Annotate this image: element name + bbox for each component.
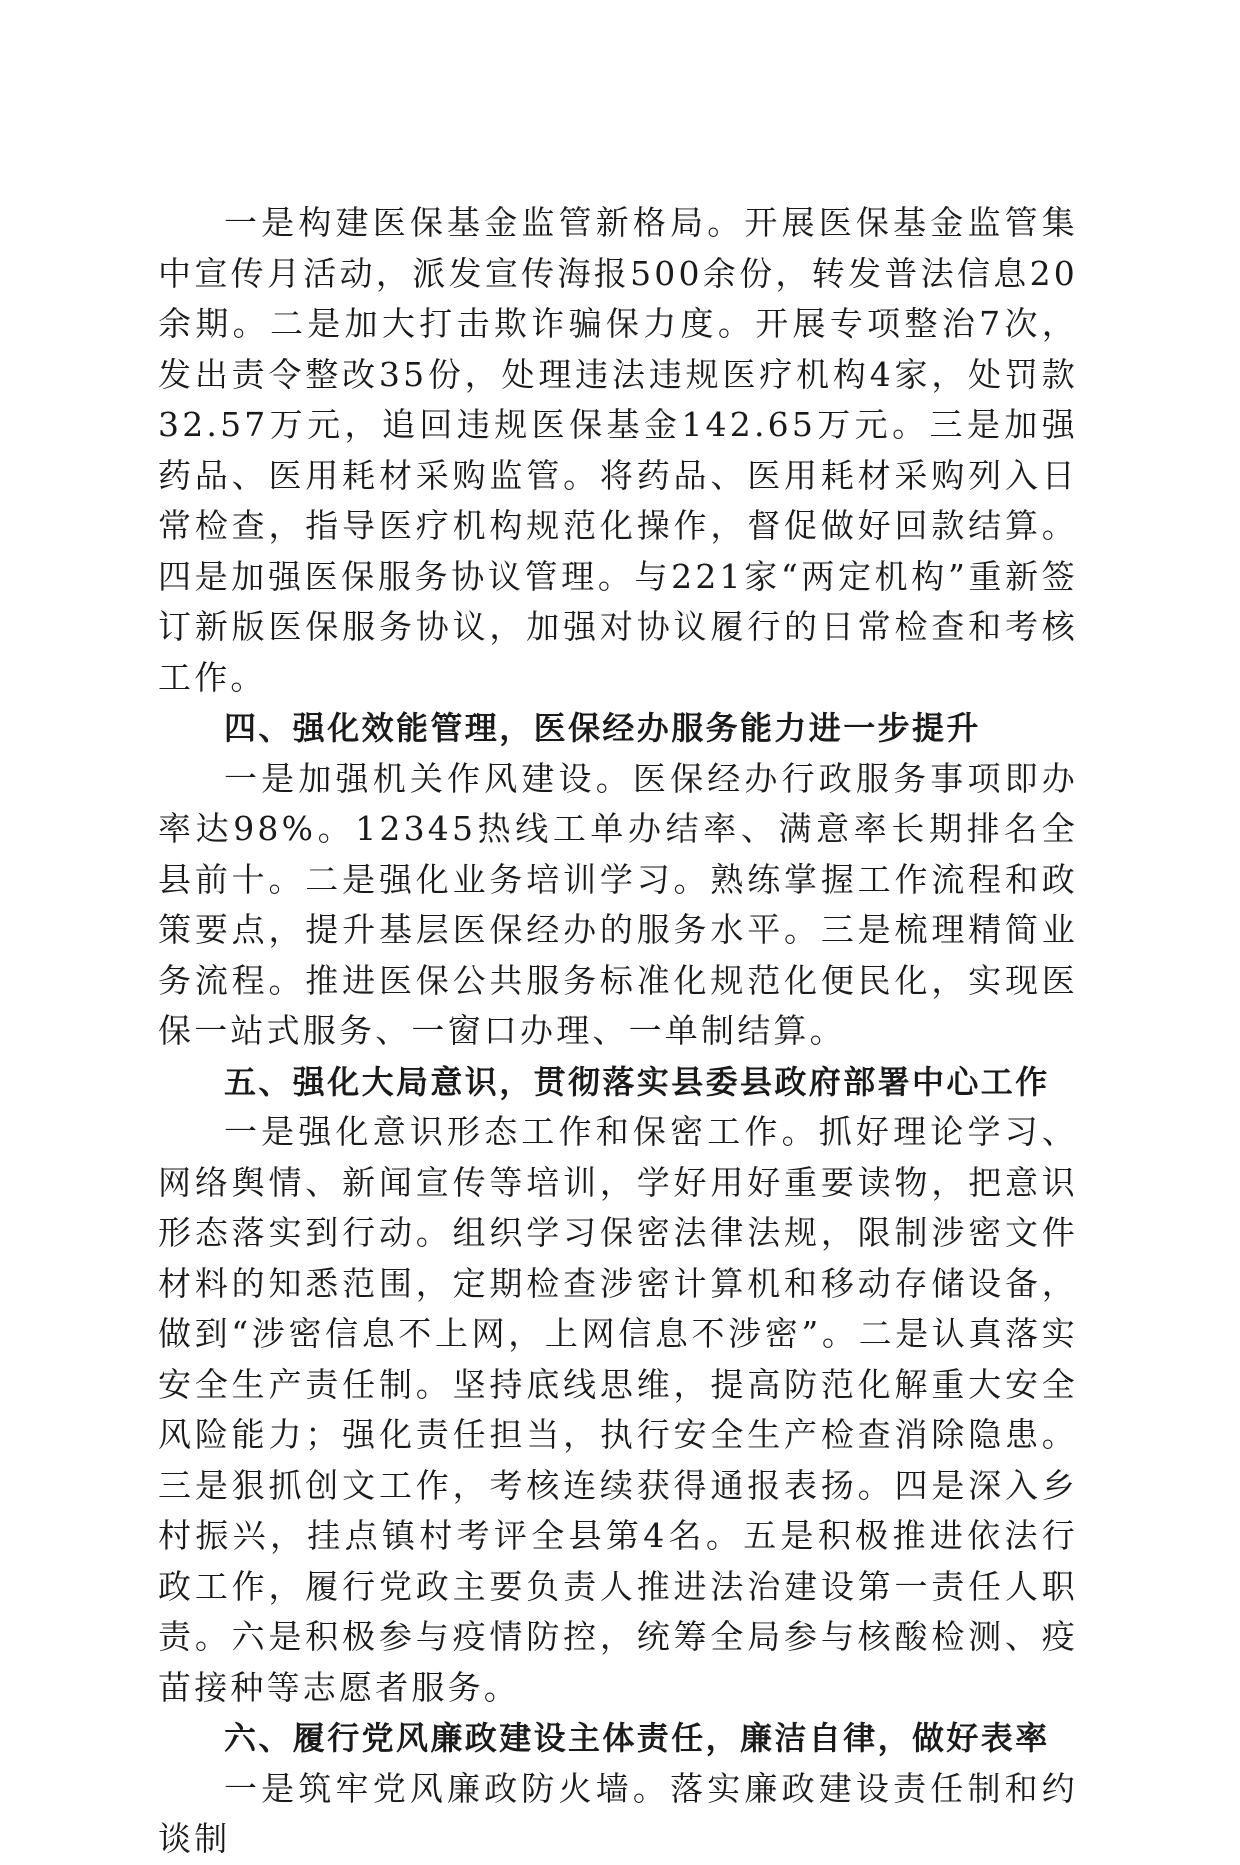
paragraph-integrity: 一是筑牢党风廉政防火墙。落实廉政建设责任制和约谈制 xyxy=(158,1768,1078,1858)
paragraph-central-work: 一是强化意识形态工作和保密工作。抓好理论学习、网络舆情、新闻宣传等培训，学好用好重要读物，把意识形态落实到行动。组织学习保密法律法规，限制涉密文件材料的知悉范围，定期检查涉密计算机和移动存储设备，做到“涉密信息不上网，上网信息不涉密”。二是认真落实安全生产责任制。坚持底线思维，提高防范化解重大安全风险能力；强化责任担当，执行安全生产检查消除隐患。三是狠抓创文工作，考核连续获得通报表扬。四是深入乡村振兴，挂点镇村考评全县第4名。五是积极推进依法行政工作，履行党政主要负责人推进法治建设第一责任人职责。六是积极参与疫情防控，统筹全局参与核酸检测、疫苗接种等志愿者服务。 xyxy=(158,1112,1078,1707)
document-page xyxy=(158,198,1078,1865)
section-heading-five: 五、强化大局意识，贯彻落实县委县政府部署中心工作 xyxy=(224,1062,1050,1101)
paragraph-service-capacity: 一是加强机关作风建设。医保经办行政服务事项即办率达98%。12345热线工单办结率、满意率长期排名全县前十。二是强化业务培训学习。熟练掌握工作流程和政策要点，提升基层医保经办的服务水平。三是梳理精简业务流程。推进医保公共服务标准化规范化便民化，实现医保一站式服务、一窗口办理、一单制结算。 xyxy=(158,758,1078,1050)
section-heading-four: 四、强化效能管理，医保经办服务能力进一步提升 xyxy=(224,709,981,747)
paragraph-fund-supervision: 一是构建医保基金监管新格局。开展医保基金监管集中宣传月活动，派发宣传海报500余份，转发普法信息20余期。二是加大打击欺诈骗保力度。开展专项整治7次，发出责令整改35份，处理违法违规医疗机构4家，处罚款32.57万元，追回违规医保基金142.65万元。三是加强药品、医用耗材采购监管。将药品、医用耗材采购列入日常检查，指导医疗机构规范化操作，督促做好回款结算。四是加强医保服务协议管理。与221家“两定机构”重新签订新版医保服务协议，加强对协议履行的日常检查和考核工作。 xyxy=(158,203,1078,697)
section-heading-six: 六、履行党风廉政建设主体责任，廉洁自律，做好表率 xyxy=(224,1719,1050,1757)
